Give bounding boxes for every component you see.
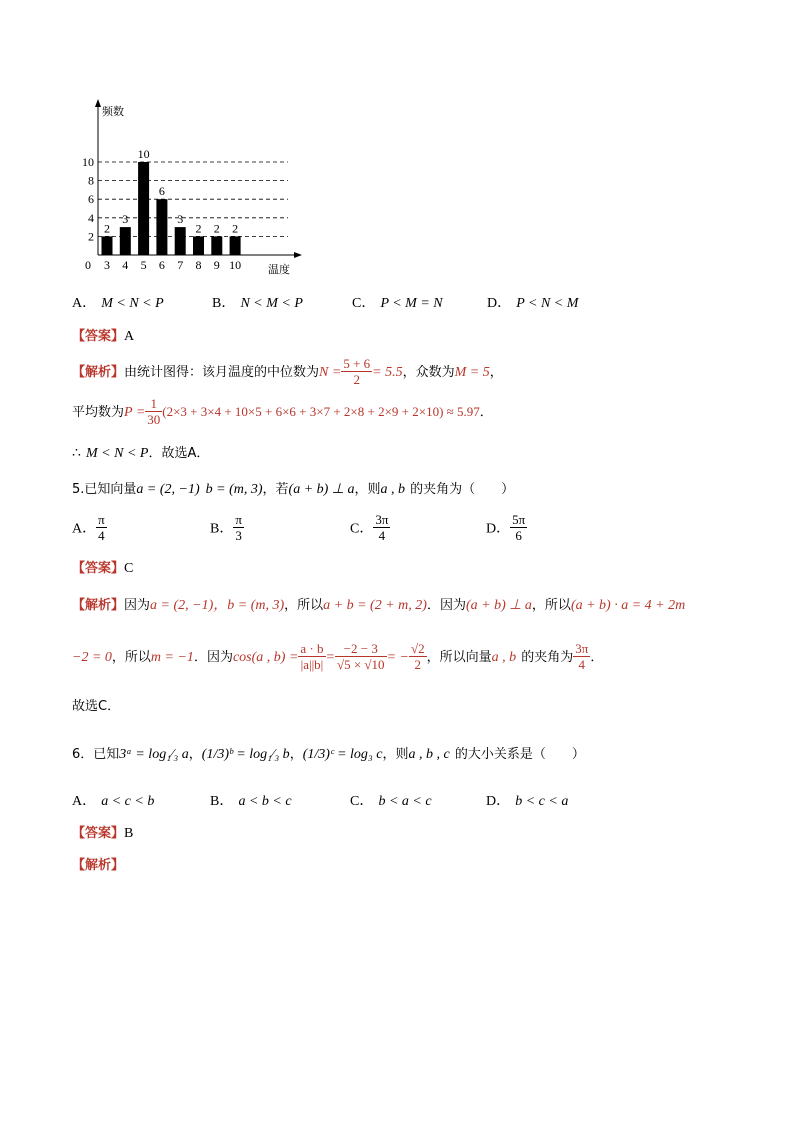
bar xyxy=(175,227,186,255)
bar-value-label: 2 xyxy=(213,221,220,236)
y-tick-label: 2 xyxy=(88,229,94,244)
bar-value-label: 2 xyxy=(195,221,202,236)
q5-options xyxy=(72,512,752,552)
y-tick-label: 6 xyxy=(88,192,94,207)
bar-value-label: 6 xyxy=(158,184,165,199)
bar-value-label: 3 xyxy=(122,212,129,227)
bar xyxy=(230,236,241,255)
y-axis-arrow xyxy=(95,99,101,107)
q6-options xyxy=(72,790,752,810)
q6-analysis: 【解析】 xyxy=(72,858,125,873)
x-tick-label: 9 xyxy=(213,258,220,272)
bar-value-label: 2 xyxy=(232,221,239,236)
x-axis-label: 温度 xyxy=(268,264,290,276)
q4-analysis-line2: 平均数为P = $\frac{1}{30}$ (2×3 + 3×4 + 10×5 + 6×6 + 3×7 + 2×8 + 2×9 + 2×10) ≈ 5.97． xyxy=(72,396,493,427)
q4-option-b: B． N < M < P xyxy=(212,296,303,311)
bar-value-label: 3 xyxy=(177,212,184,227)
cos-fraction-1: $\frac{a \cdot b}{|a||b|}$ xyxy=(300,641,324,672)
y-axis-label: 频数 xyxy=(102,106,124,118)
mean-fraction: $\frac{1}{30}$ xyxy=(147,396,161,427)
x-tick-label: 4 xyxy=(122,258,129,272)
q6-stem: 6．已知3ᵃ = log₁⁄₃ a，(1/3)ᵇ = log₁⁄₃ b，(1/3)ᶜ = log₃ c，则a , b , c 的大小关系是（ ） xyxy=(72,747,585,762)
q5-stem: 5.已知向量a = (2, −1) b = (m, 3)，若(a + b) ⊥ a，则a , b 的夹角为（ ） xyxy=(72,482,515,497)
angle-fraction: $\frac{3\pi}{4}$ xyxy=(575,641,589,672)
q5-answer: 【答案】C xyxy=(72,561,134,576)
q6-option-c: C． b < a < c xyxy=(350,794,432,809)
q4-conclusion: ∴ M < N < P．故选A． xyxy=(72,446,210,461)
q4-answer: 【答案】A xyxy=(72,329,135,344)
q5-conclusion: 故选C． xyxy=(72,699,121,714)
origin-label: 0 xyxy=(85,258,91,272)
x-tick-label: 10 xyxy=(229,258,242,272)
bar-value-label: 10 xyxy=(137,147,150,161)
q5-option-b: B． $\frac{\pi}{3}$ xyxy=(210,512,242,543)
q4-option-d: D． P < N < M xyxy=(487,296,579,311)
y-tick-label: 4 xyxy=(88,210,94,225)
median-fraction: $\frac{5 + 6}{2}$ xyxy=(343,356,371,387)
q6-option-b: B． a < b < c xyxy=(210,794,292,809)
q5-analysis-line2: −2 = 0，所以m = −1．因为cos(a , b) = $\frac{a \cdot b}{|a||b|}$ = $\frac{-2 - 3}{√5 \times √10}$ = − $\frac{√2}{2}$ ，所以向量a , b 的夹角为 $\frac{3\pi}{4}$ ． xyxy=(72,641,604,672)
q4-options xyxy=(72,292,752,312)
q5-analysis-line1: 【解析】因为a = (2, −1)，b = (m, 3)，所以a + b = (2 + m, 2)．因为(a + b) ⊥ a，所以(a + b) · a = 4 + 2m xyxy=(72,598,686,613)
x-tick-label: 5 xyxy=(140,258,147,272)
x-axis-arrow xyxy=(294,252,302,258)
x-tick-label: 3 xyxy=(104,258,110,272)
bar xyxy=(120,227,131,255)
bar-value-label: 2 xyxy=(104,221,110,236)
q6-answer: 【答案】B xyxy=(72,826,134,841)
q5-option-a: A． $\frac{\pi}{4}$ xyxy=(72,512,105,543)
frequency-bar-chart xyxy=(60,95,310,280)
bar xyxy=(138,162,149,255)
x-tick-label: 8 xyxy=(195,258,202,272)
q5-option-c: C． $\frac{3\pi}{4}$ xyxy=(350,512,389,543)
q6-option-d: D． b < c < a xyxy=(486,794,569,809)
cos-fraction-3: $\frac{√2}{2}$ xyxy=(410,641,425,672)
y-tick-label: 10 xyxy=(82,155,94,169)
q4-option-a: A． M < N < P xyxy=(72,296,164,311)
bar xyxy=(156,199,167,255)
cos-fraction-2: $\frac{-2 - 3}{√5 \times √10}$ xyxy=(336,641,385,672)
bar xyxy=(193,236,204,255)
bar xyxy=(211,236,222,255)
y-tick-label: 8 xyxy=(88,173,94,188)
x-tick-label: 6 xyxy=(158,258,165,272)
q6-option-a: A． a < c < b xyxy=(72,794,155,809)
q5-option-d: D． $\frac{5\pi}{6}$ xyxy=(486,512,526,543)
q4-option-c: C． P < M = N xyxy=(352,296,443,311)
x-tick-label: 7 xyxy=(177,258,184,272)
q4-analysis-line1: 【解析】由统计图得：该月温度的中位数为N = $\frac{5 + 6}{2}$ = 5.5，众数为M = 5， xyxy=(72,356,503,387)
bar xyxy=(102,236,113,255)
